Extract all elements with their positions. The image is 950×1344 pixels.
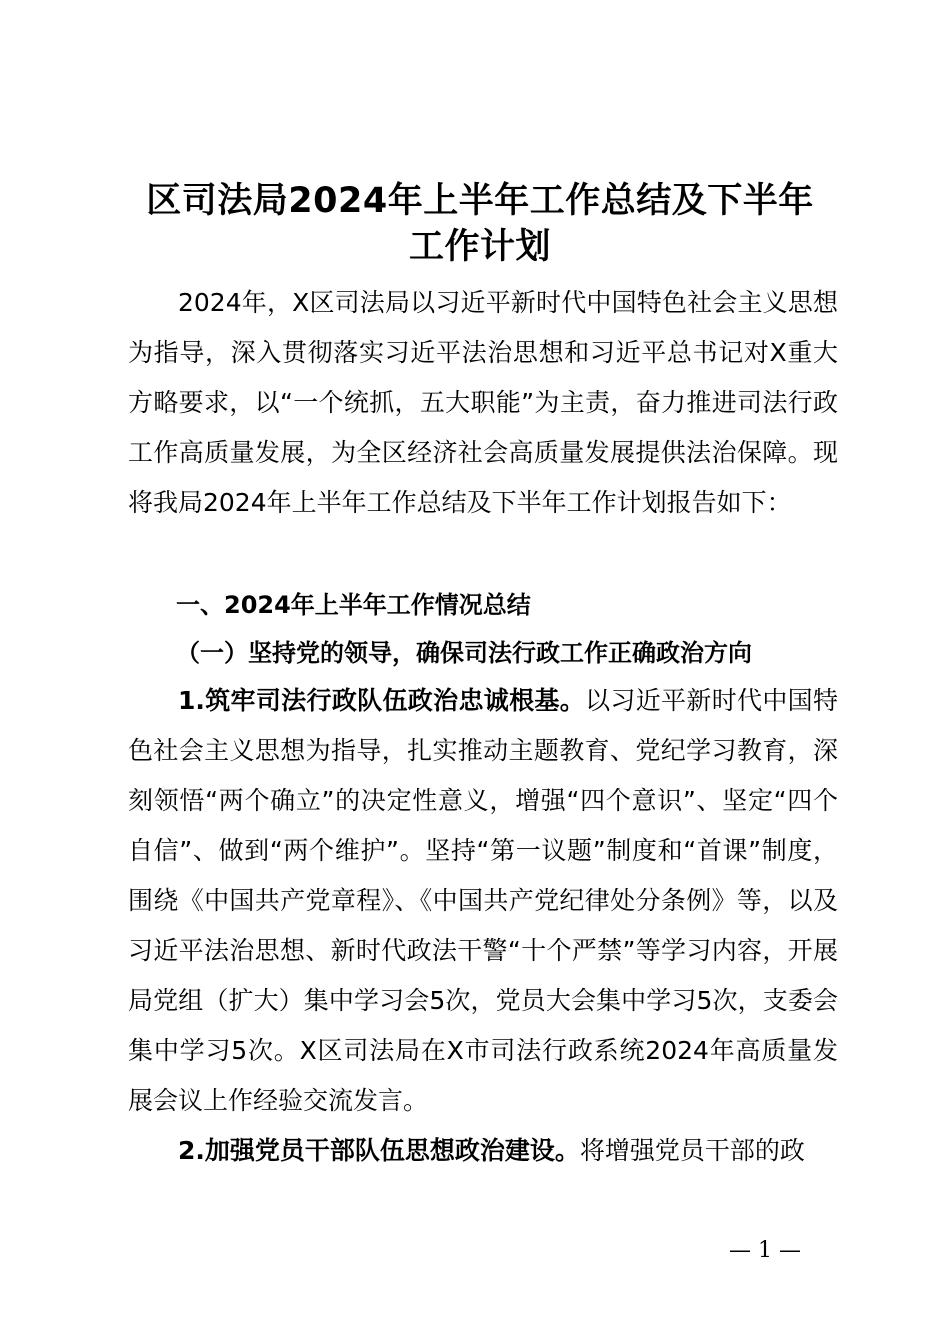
intro-paragraph: 2024年，X区司法局以习近平新时代中国特色社会主义思想为指导，深入贯彻落实习近平法治思想和习近平总书记对X重大方略要求，以“一个统抓，五大职能”为主责，奋力推进司法行政工作高质量发展，为全区经济社会高质量发展提供法治保障。现将我局2024年上半年工作总结及下半年工作计划报告如下： <box>128 288 838 517</box>
item-1-lead: 1.筑牢司法行政队伍政治忠诚根基。 <box>178 686 586 715</box>
item-1-text: 以习近平新时代中国特色社会主义思想为指导，扎实推动主题教育、党纪学习教育，深刻领悟“两个确立”的决定性意义，增强“四个意识”、坚定“四个自信”、做到“两个维护”。坚持“第一议题”制度和“首课”制度，围绕《中国共产党章程》、《中国共产党纪律处分条例》等，以及习近平法治思想、新时代政法干警“十个严禁”等学习内容，开展局党组（扩大）集中学习会5次，党员大会集中学习5次，支委会集中学习5次。X区司法局在X市司法行政系统2024年高质量发展会议上作经验交流发言。 <box>128 686 838 1115</box>
document-title <box>100 178 860 270</box>
subsection-heading: （一）坚持党的领导，确保司法行政工作正确政治方向 <box>176 639 752 667</box>
item-2-text: 将增强党员干部的政 <box>579 1136 805 1165</box>
title-line-2: 工作计划 <box>408 227 551 267</box>
title-line-1: 区司法局2024年上半年工作总结及下半年 <box>146 181 814 221</box>
item-1-paragraph <box>128 676 838 1126</box>
page-number: — 1 — <box>729 1238 801 1263</box>
section-heading: 一、2024年上半年工作情况总结 <box>176 591 531 619</box>
item-2-paragraph <box>128 1126 838 1176</box>
item-2-lead: 2.加强党员干部队伍思想政治建设。 <box>178 1136 580 1165</box>
